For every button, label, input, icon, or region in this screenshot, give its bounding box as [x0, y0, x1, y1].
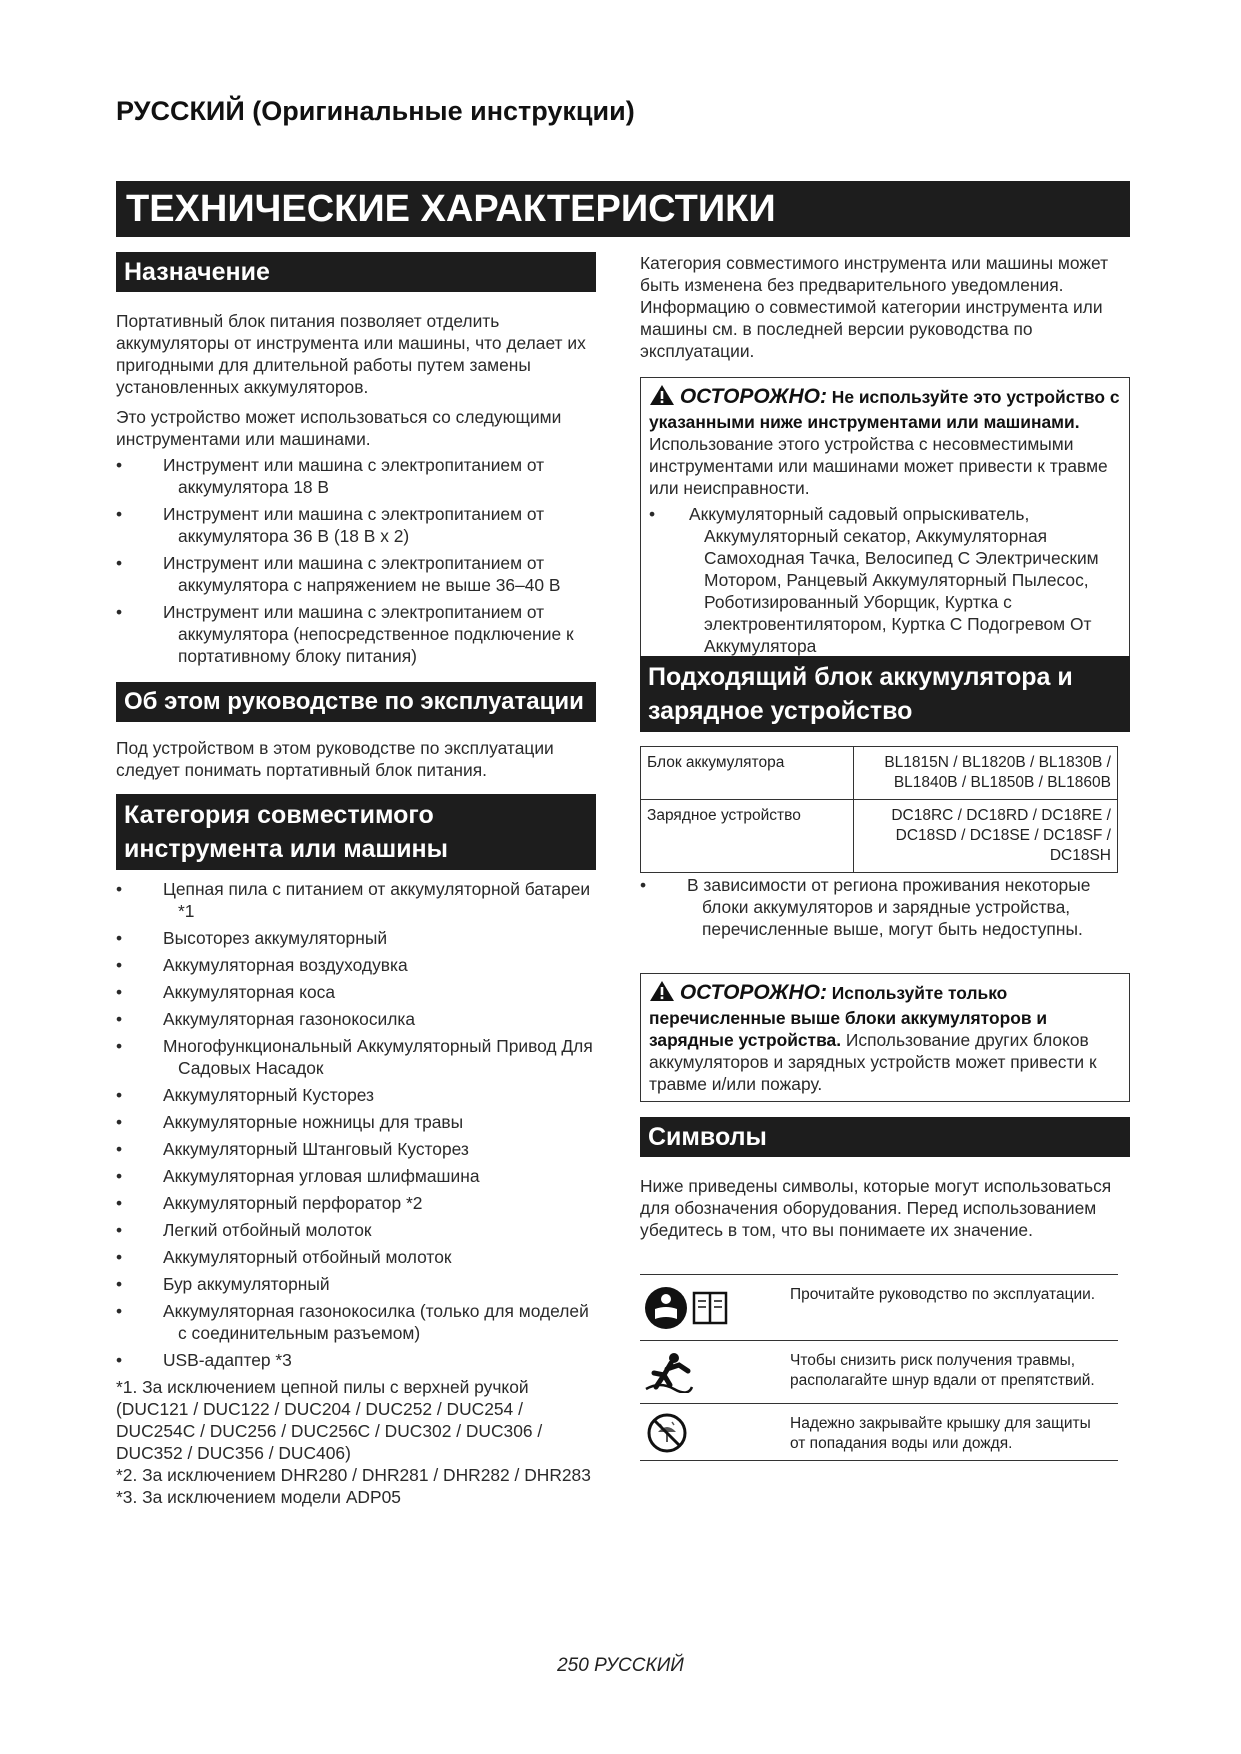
- about-heading: Об этом руководстве по эксплуатации: [116, 682, 596, 722]
- list-item: • Многофункциональный Аккумуляторный Привод Для Садовых Насадок: [116, 1036, 593, 1078]
- caution-label: ОСТОРОЖНО:: [679, 981, 827, 1004]
- purpose-paragraph-2: Это устройство может использоваться со следующими инструментами или машинами.: [116, 407, 562, 449]
- no-rain-icon: [646, 1412, 688, 1459]
- category-list: [116, 878, 601, 1371]
- table-cell-label: Зарядное устройство: [641, 800, 854, 873]
- list-item: • Цепная пила с питанием от аккумуляторной батареи *1: [116, 879, 591, 921]
- purpose-section: [116, 310, 601, 672]
- list-item: • Инструмент или машина с электропитанием от аккумулятора с напряжением не выше 36–40 В: [116, 553, 561, 595]
- purpose-heading: Назначение: [116, 252, 596, 292]
- symbols-heading: Символы: [640, 1117, 1130, 1157]
- caution-text: Использование других блоков аккумуляторов и зарядных устройств может привести к травме и/или пожару.: [649, 1030, 1097, 1094]
- about-text: Под устройством в этом руководстве по эксплуатации следует понимать портативный блок питания.: [116, 738, 554, 780]
- table-cell-value: BL1815N / BL1820B / BL1830B / BL1840B / BL1850B / BL1860B: [854, 747, 1118, 800]
- list-item: • USB-адаптер *3: [116, 1350, 292, 1370]
- language-title: РУССКИЙ (Оригинальные инструкции): [116, 96, 635, 126]
- list-item: • Легкий отбойный молоток: [116, 1220, 372, 1240]
- purpose-paragraph-1: Портативный блок питания позволяет отделить аккумуляторы от инструмента или машины, что делает их пригодными для длительной работы путем замены установленных аккумуляторов.: [116, 311, 586, 397]
- list-item: • Аккумуляторная газонокосилка: [116, 1009, 416, 1029]
- battery-table: [640, 746, 1118, 873]
- symbols-intro: Ниже приведены символы, которые могут использоваться для обозначения оборудования. Перед использованием убедитесь в том, что вы понимаете их значение.: [640, 1176, 1112, 1240]
- incompatible-list: [649, 503, 1121, 657]
- symbol-row: [640, 1340, 1118, 1403]
- list-item: • Бур аккумуляторный: [116, 1274, 330, 1294]
- list-item: • Инструмент или машина с электропитанием от аккумулятора (непосредственное подключение к портативному блоку питания): [116, 602, 574, 666]
- main-title: ТЕХНИЧЕСКИЕ ХАРАКТЕРИСТИКИ: [116, 181, 1130, 237]
- footnote: *3. За исключением модели ADP05: [116, 1487, 401, 1507]
- table-row: [641, 800, 1118, 873]
- list-item: • Аккумуляторные ножницы для травы: [116, 1112, 464, 1132]
- list-item: • Аккумуляторная угловая шлифмашина: [116, 1166, 480, 1186]
- symbol-description: Чтобы снизить риск получения травмы, располагайте шнур вдали от препятствий.: [790, 1352, 1095, 1389]
- caution-box-battery: [640, 973, 1130, 1102]
- symbol-row: [640, 1274, 1118, 1340]
- category-section: [116, 878, 601, 1508]
- list-item: • Инструмент или машина с электропитанием от аккумулятора 18 В: [116, 455, 545, 497]
- list-item: • Аккумуляторный садовый опрыскиватель, Аккумуляторный секатор, Аккумуляторная Самоходная Тачка, Велосипед С Электрическим Мотором, Ранцевый Аккумуляторный Пылесос, Роботизированный Уборщик, Куртка с электровентилятором, Куртка С Подогревом От Аккумулятора: [649, 504, 1099, 656]
- table-cell-label: Блок аккумулятора: [641, 747, 854, 800]
- footnote: *1. За исключением цепной пилы с верхней ручкой (DUC121 / DUC122 / DUC204 / DUC252 / DUC254 / DUC254C / DUC256 / DUC256C / DUC302 / DUC306 / DUC352 / DUC356 / DUC406): [116, 1377, 543, 1463]
- battery-note: [640, 874, 1125, 945]
- list-item: • Высоторез аккумуляторный: [116, 928, 388, 948]
- caution-bold-text: Не используйте это устройство с указанными ниже инструментами или машинами.: [649, 387, 1120, 432]
- read-manual-icon: [644, 1285, 728, 1336]
- warning-triangle-icon: [649, 980, 675, 1007]
- category-change-note: Категория совместимого инструмента или машины может быть изменена без предварительного уведомления. Информацию о совместимой категории инструмента или машины см. в последней версии руководства по эксплуатации.: [640, 253, 1109, 361]
- list-item: • В зависимости от региона проживания некоторые блоки аккумуляторов и зарядные устройства, перечисленные выше, могут быть недоступны.: [640, 875, 1091, 939]
- trip-hazard-icon: [644, 1351, 694, 1398]
- category-heading: Категория совместимого инструмента или машины: [116, 794, 596, 870]
- warning-triangle-icon: [649, 384, 675, 411]
- list-item: • Аккумуляторный Штанговый Кусторез: [116, 1139, 469, 1159]
- list-item: • Аккумуляторная воздуходувка: [116, 955, 408, 975]
- symbols-table: [640, 1274, 1118, 1461]
- list-item: • Аккумуляторная газонокосилка (только для моделей с соединительным разъемом): [116, 1301, 589, 1343]
- list-item: • Аккумуляторный отбойный молоток: [116, 1247, 452, 1267]
- symbol-description: Надежно закрывайте крышку для защиты от попадания воды или дождя.: [790, 1415, 1091, 1452]
- list-item: • Аккумуляторная коса: [116, 982, 336, 1002]
- table-cell-value: DC18RC / DC18RD / DC18RE / DC18SD / DC18SE / DC18SF / DC18SH: [854, 800, 1118, 873]
- caution-box-incompatible: [640, 377, 1130, 664]
- page-footer: 250 РУССКИЙ: [557, 1655, 684, 1676]
- list-item: • Аккумуляторный Кусторез: [116, 1085, 375, 1105]
- symbol-row: [640, 1403, 1118, 1461]
- purpose-list: [116, 454, 601, 667]
- battery-heading: Подходящий блок аккумулятора и зарядное устройство: [640, 656, 1130, 732]
- table-row: [641, 747, 1118, 800]
- caution-label: ОСТОРОЖНО:: [679, 385, 827, 408]
- caution-bold-text: Используйте только перечисленные выше блоки аккумуляторов и зарядные устройства.: [649, 983, 1048, 1050]
- symbol-description: Прочитайте руководство по эксплуатации.: [790, 1286, 1096, 1303]
- list-item: • Аккумуляторный перфоратор *2: [116, 1193, 423, 1213]
- footnote: *2. За исключением DHR280 / DHR281 / DHR282 / DHR283: [116, 1465, 591, 1485]
- list-item: • Инструмент или машина с электропитанием от аккумулятора 36 В (18 В x 2): [116, 504, 545, 546]
- caution-text: Использование этого устройства с несовместимыми инструментами или машинами может привести к травме или неисправности.: [649, 434, 1108, 498]
